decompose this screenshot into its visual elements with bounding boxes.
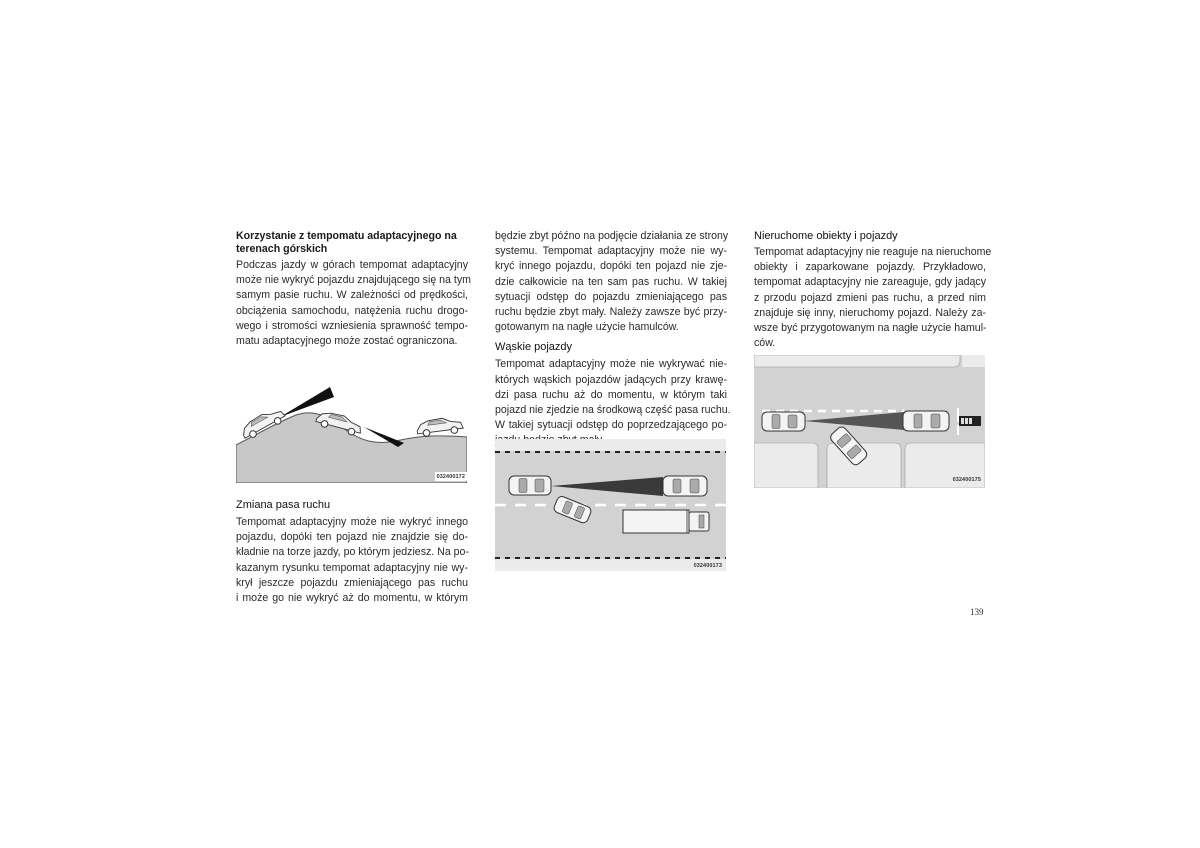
column-3	[754, 230, 992, 351]
figure-highway-lanes	[495, 439, 726, 571]
column-1	[236, 230, 471, 349]
figure-code: 032400173	[693, 563, 722, 569]
paragraph-lane-change-cont: będzie zbyt późno na podjęcie działania ze strony systemu. Tempomat adaptacyjny może nie wy- kryć innego pojazdu, dopóki ten pojazd nie zje- dzie całkowicie na ten sam pas ruchu. W takiej sytuacji odstęp do pojazdu zmieniającego pas ruchu będzie zbyt mały. Należy zawsze być przy- gotowanym na nagłe użycie hamulców.	[495, 230, 729, 334]
section-heading-stationary: Nieruchome obiekty i pojazdy	[754, 230, 898, 242]
mountain-illustration	[236, 355, 467, 483]
paragraph-narrow: Tempomat adaptacyjny może nie wykrywać nie- których wąskich pojazdów jadących przy krawę- dzi pasa ruchu aż do momentu, w którym taki pojazd nie zjedzie na środkową część pasa ruchu. W takiej sytuacji odstęp do poprzedzającego po-	[495, 358, 731, 432]
section-heading-mountain: Korzystanie z tempomatu adaptacyjnego na terenach górskich	[236, 230, 457, 255]
figure-code: 032400175	[952, 477, 981, 483]
column-1-lower	[236, 499, 468, 606]
figure-mountain-terrain	[236, 355, 467, 483]
page-number: 139	[970, 607, 984, 617]
paragraph-lane-change: Tempomat adaptacyjny może nie wykryć innego pojazdu, dopóki ten pojazd nie znajdzie się do- kładnie na torze jazdy, po którym jedziesz. Na po- kazanym rysunku tempomat adaptacyjny nie wy- krył jeszcze pojazdu zmieniającego pas ruchu i może go nie wykryć aż do momentu, w którym	[236, 516, 469, 605]
intersection-illustration	[754, 355, 985, 488]
section-heading-narrow: Wąskie pojazdy	[495, 341, 573, 354]
figure-stationary-objects	[754, 355, 985, 488]
highway-illustration	[495, 439, 726, 571]
paragraph-stationary: Tempomat adaptacyjny nie reaguje na nieruchome obiekty i zaparkowane pojazdy. Przykładowo, tempomat adaptacyjny nie zareaguje, gdy jadący z przodu pojazd zmieni pas ruchu, a przed nim znajduje się inny, nieruchomy pojazd. Należy za- wsze być przygotowanym na nagłe użycie hamul- ców.	[754, 246, 992, 350]
figure-code: 032400172	[436, 474, 465, 480]
column-2	[495, 229, 731, 449]
section-heading-lane-change: Zmiana pasa ruchu	[236, 499, 331, 511]
paragraph-mountain: Podczas jazdy w górach tempomat adaptacyjny może nie wykryć pojazdu znajdującego się na tym samym pasie ruchu. W zależności od prędkości, obciążenia samochodu, natężenia ruchu drogo- wego i stromości wzniesienia sprawność tempo- matu adaptacyjnego może zostać ograniczona.	[236, 259, 471, 348]
